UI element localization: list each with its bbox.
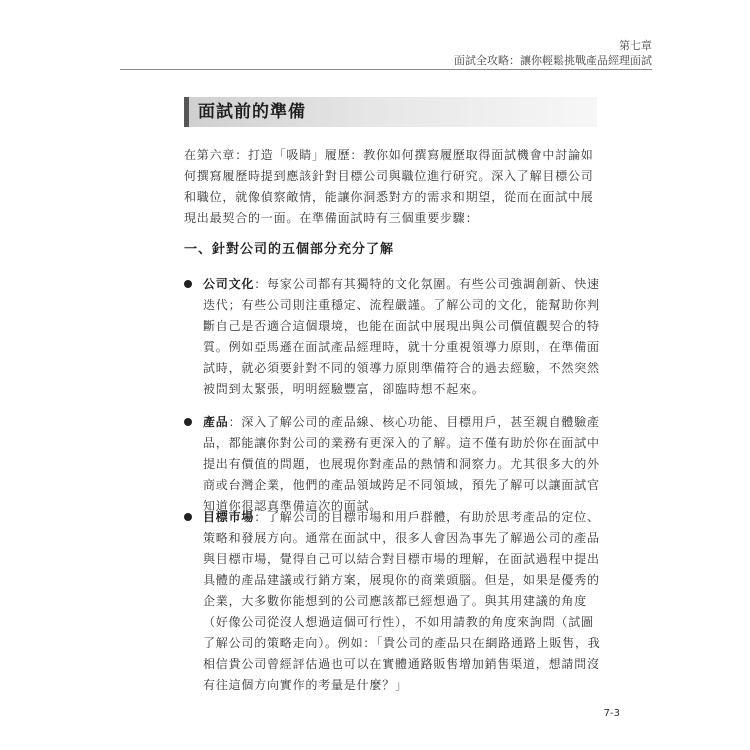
bullet-body <box>203 412 604 517</box>
list-item-target-market <box>184 507 604 696</box>
section-accent-mark <box>184 97 189 127</box>
section-title: 面試前的準備 <box>198 102 306 122</box>
list-item-company-culture <box>184 274 604 400</box>
page-number: 7-3 <box>603 708 620 719</box>
list-item-product <box>184 412 604 517</box>
chapter-label: 第七章 <box>619 39 652 52</box>
bullet-icon <box>184 513 192 521</box>
bullet-icon <box>184 280 192 288</box>
bullet-text: ：每家公司都有其獨特的文化氛圍。有些公司強調創新、快速迭代；有些公司則注重穩定、流程嚴謹。了解公司的文化，能幫助你判斷自己是否適合這個環境，也能在面試中展現出與公司價值觀契合的特質。例如亞馬遜在面試產品經理時，就十分重視領導力原則，在準備面試時，就必須要針對不同的領導力原則準備符合的過去經驗，不然突然被問到太緊張，明明經驗豐富，卻臨時想不起來。 <box>203 277 600 396</box>
subheading: 一、針對公司的五個部分充分了解 <box>184 242 395 257</box>
header-divider <box>120 69 652 70</box>
bullet-text: ：了解公司的目標市場和用戶群體，有助於思考產品的定位、策略和發展方向。通常在面試中，很多人會因為事先了解過公司的產品與目標市場，覺得自己可以結合對目標市場的理解，在面試過程中提出具體的產品建議或行銷方案，展現你的商業頭腦。但是，如果是優秀的企業，大多數你能想到的公司應該都已經想過了。與其用建議的角度（好像公司從沒人想過這個可行性），不如用請教的角度來詢問（試圖了解公司的策略走向）。例如：「貴公司的產品只在網路通路上販售，我相信貴公司曾經評估過也可以在實體通路販售增加銷售渠道，想請問沒有往這個方向實作的考量是什麼？」 <box>203 510 601 692</box>
bullet-term: 目標市場 <box>203 510 255 524</box>
section-title-bar <box>184 97 597 127</box>
bullet-term: 產品 <box>203 415 229 429</box>
bullet-icon <box>184 418 192 426</box>
bullet-text: ：深入了解公司的產品線、核心功能、目標用戶，甚至親自體驗產品，都能讓你對公司的業務有更深入的了解。這不僅有助於你在面試中提出有價值的問題，也展現你對產品的熱情和洞察力。尤其很多大的外商或台灣企業，他們的產品領域跨足不同領域，預先了解可以讓面試官知道你很認真準備這次的面試。 <box>203 415 600 513</box>
intro-paragraph: 在第六章：打造「吸睛」履歷：教你如何撰寫履歷取得面試機會中討論如何撰寫履歷時提到應該針對目標公司與職位進行研究。深入了解目標公司和職位，就像偵察敵情，能讓你洞悉對方的需求和期望，從而在面試中展現出最契合的一面。在準備面試時有三個重要步驟： <box>184 148 594 225</box>
running-header <box>454 38 652 68</box>
bullet-body <box>203 507 604 696</box>
chapter-subtitle: 面試全攻略：讓你輕鬆挑戰產品經理面試 <box>454 54 652 67</box>
bullet-body <box>203 274 604 400</box>
bullet-term: 公司文化 <box>203 277 255 291</box>
